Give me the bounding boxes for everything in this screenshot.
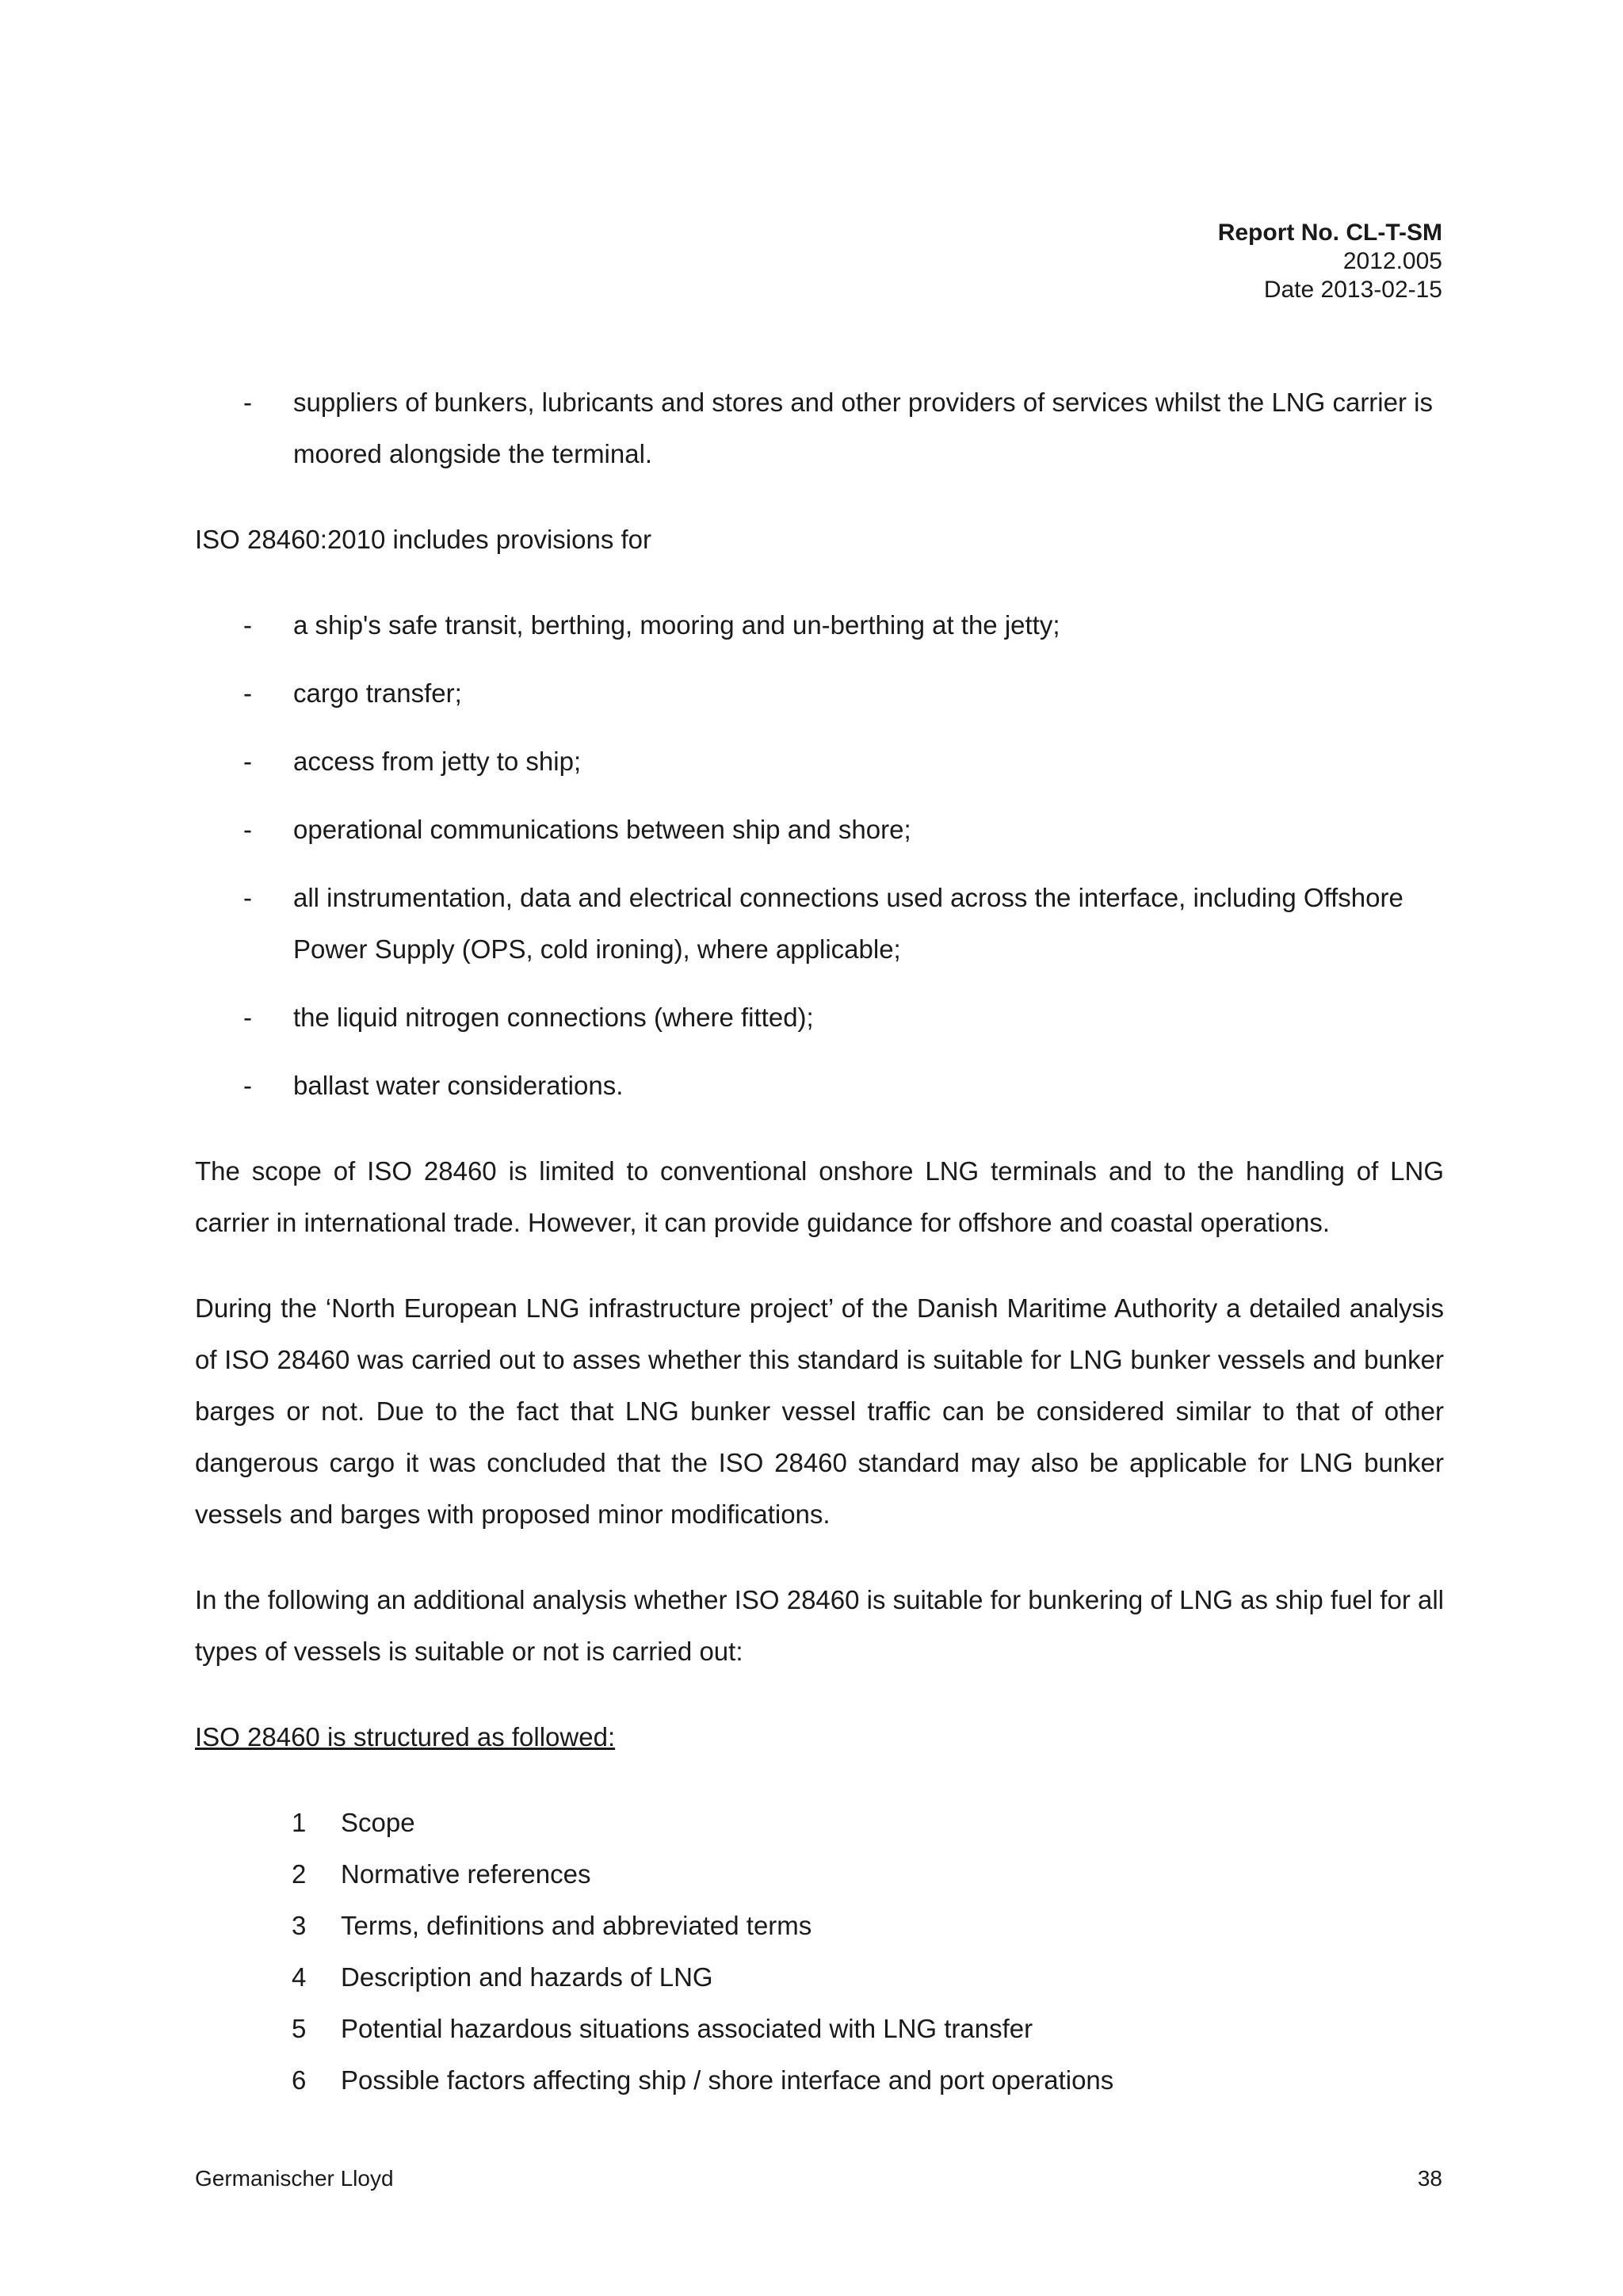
report-header bbox=[1218, 219, 1442, 304]
structure-item-number: 5 bbox=[292, 2014, 307, 2043]
footer-company: Germanischer Lloyd bbox=[195, 2166, 394, 2191]
dash-bullet: - bbox=[243, 388, 252, 417]
document-body bbox=[195, 376, 1444, 2106]
list-item bbox=[195, 376, 1444, 479]
structure-item-text: Scope bbox=[341, 1808, 415, 1837]
structure-item-number: 1 bbox=[292, 1808, 307, 1837]
structure-item-text: Possible factors affecting ship / shore interface and port operations bbox=[341, 2065, 1114, 2095]
dash-bullet: - bbox=[243, 610, 252, 640]
structure-item bbox=[292, 1900, 1444, 1951]
structure-list bbox=[195, 1797, 1444, 2106]
report-number-label: Report No. CL-T-SM bbox=[1217, 220, 1442, 246]
list-item bbox=[195, 735, 1444, 787]
structure-item-number: 3 bbox=[292, 1911, 307, 1940]
structure-item bbox=[292, 1797, 1444, 1848]
list-item bbox=[195, 667, 1444, 719]
dash-bullet: - bbox=[243, 1003, 252, 1032]
structure-item-text: Terms, definitions and abbreviated terms bbox=[341, 1911, 812, 1940]
structure-item-number: 6 bbox=[292, 2065, 307, 2095]
structure-item-text: Potential hazardous situations associated with LNG transfer bbox=[341, 2014, 1033, 2043]
structure-item-number: 4 bbox=[292, 1962, 307, 1992]
list-item-text: operational communications between ship and shore; bbox=[293, 815, 911, 844]
scope-paragraph: The scope of ISO 28460 is limited to conventional onshore LNG terminals and to the handling of LNG carrier in international trade. However, it can provide guidance for offshore and coastal operations. bbox=[195, 1156, 1444, 1237]
list-item bbox=[195, 804, 1444, 855]
list-item-text: all instrumentation, data and electrical connections used across the interface, including Offshore Power Supply (OPS, cold ironing), where applicable; bbox=[293, 883, 1403, 964]
dash-bullet: - bbox=[243, 747, 252, 776]
report-number-value: 2012.005 bbox=[1342, 248, 1442, 274]
continued-list bbox=[195, 376, 1444, 479]
dash-bullet: - bbox=[243, 883, 252, 912]
list-item-text: the liquid nitrogen connections (where fitted); bbox=[293, 1003, 814, 1032]
structure-heading: ISO 28460 is structured as followed: bbox=[195, 1722, 616, 1752]
report-date: Date 2013-02-15 bbox=[1263, 277, 1442, 303]
list-item-text: access from jetty to ship; bbox=[293, 747, 582, 776]
list-item-text: a ship's safe transit, berthing, mooring and un-berthing at the jetty; bbox=[293, 610, 1060, 640]
structure-item bbox=[292, 1848, 1444, 1900]
structure-item-number: 2 bbox=[292, 1859, 307, 1889]
project-paragraph: During the ‘North European LNG infrastructure project’ of the Danish Maritime Authority a detailed analysis of ISO 28460 was carried out to asses whether this standard is suitable for LNG bunker vessels and bunker barges or not. Due to the fact that LNG bunker vessel traffic can be considered similar to that of other dangerous cargo it was concluded that the ISO 28460 standard may also be applicable for LNG bunker vessels and barges with proposed minor modifications. bbox=[195, 1293, 1444, 1529]
list-item-text: cargo transfer; bbox=[293, 678, 462, 708]
structure-item bbox=[292, 2003, 1444, 2054]
list-item bbox=[195, 991, 1444, 1043]
list-item bbox=[195, 1060, 1444, 1111]
footer-page-number: 38 bbox=[1417, 2166, 1442, 2191]
provisions-intro: ISO 28460:2010 includes provisions for bbox=[195, 525, 652, 554]
following-paragraph: In the following an additional analysis whether ISO 28460 is suitable for bunkering of LNG as ship fuel for all types of vessels is suitable or not is carried out: bbox=[195, 1585, 1444, 1666]
list-item-text: suppliers of bunkers, lubricants and stores and other providers of services whilst the LNG carrier is moored alongside the terminal. bbox=[293, 388, 1433, 468]
structure-item bbox=[292, 2054, 1444, 2106]
provisions-list bbox=[195, 599, 1444, 1111]
dash-bullet: - bbox=[243, 678, 252, 708]
dash-bullet: - bbox=[243, 815, 252, 844]
list-item bbox=[195, 599, 1444, 651]
structure-item bbox=[292, 1951, 1444, 2003]
structure-item-text: Description and hazards of LNG bbox=[341, 1962, 713, 1992]
list-item-text: ballast water considerations. bbox=[293, 1071, 624, 1100]
dash-bullet: - bbox=[243, 1071, 252, 1100]
list-item bbox=[195, 872, 1444, 975]
structure-item-text: Normative references bbox=[341, 1859, 591, 1889]
